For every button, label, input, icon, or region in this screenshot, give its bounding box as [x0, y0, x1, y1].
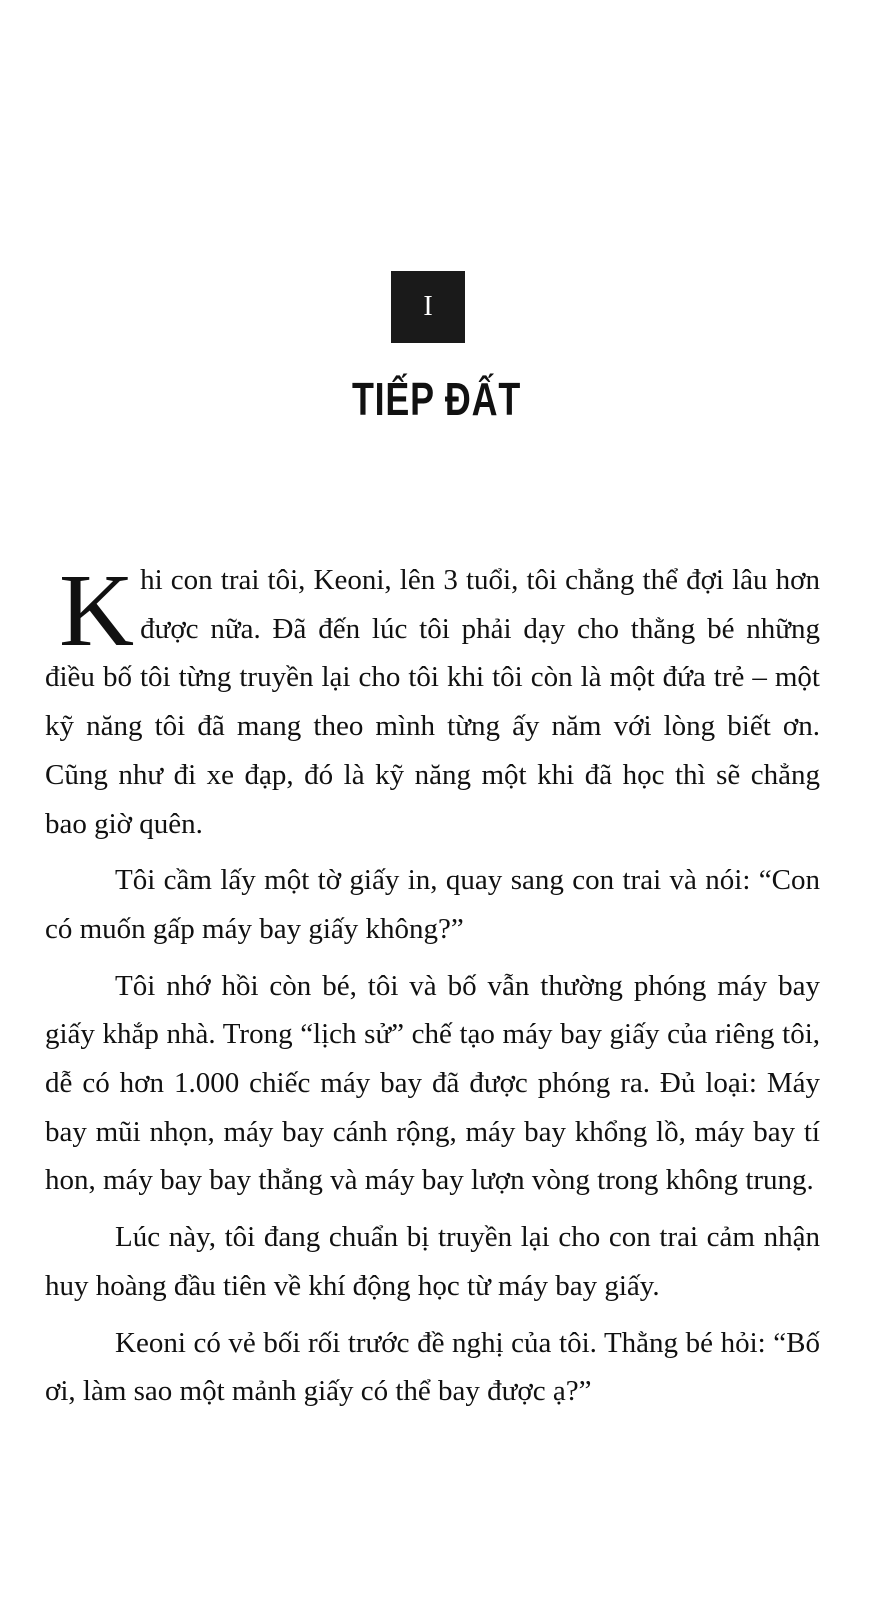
drop-cap: K: [59, 553, 135, 668]
chapter-number: I: [423, 291, 433, 322]
paragraph: Lúc này, tôi đang chuẩn bị truyền lại cho con trai cảm nhận huy hoàng đầu tiên về khí động học từ máy bay giấy.: [45, 1221, 820, 1302]
paragraph: [45, 553, 820, 848]
paragraph: Keoni có vẻ bối rối trước đề nghị của tôi. Thằng bé hỏi: “Bố ơi, làm sao một mảnh giấy có thể bay được ạ?”: [45, 1326, 820, 1408]
paragraph: Tôi cầm lấy một tờ giấy in, quay sang con trai và nói: “Con có muốn gấp máy bay giấy không?”: [45, 864, 820, 945]
paragraph-text: hi con trai tôi, Keoni, lên 3 tuổi, tôi chẳng thể đợi lâu hơn được nữa. Đã đến lúc tôi phải dạy cho thằng bé những điều bố tôi từng truyền lại cho tôi khi tôi còn là một đứa trẻ – một kỹ năng tôi đã mang theo mình từng ấy năm với lòng biết ơn. Cũng như đi xe đạp, đó là kỹ năng một khi đã học thì sẽ chẳng bao giờ quên.: [45, 564, 820, 840]
chapter-number-box: [391, 271, 465, 343]
paragraph: Tôi nhớ hồi còn bé, tôi và bố vẫn thường phóng máy bay giấy khắp nhà. Trong “lịch sử” chế tạo máy bay giấy của riêng tôi, dễ có hơn 1.000 chiếc máy bay đã được phóng ra. Đủ loại: Máy bay mũi nhọn, máy bay cánh rộng, máy bay khổng lồ, máy bay tí hon, máy bay bay thẳng và máy bay lượn vòng trong không trung.: [45, 969, 820, 1197]
body-text: [45, 553, 820, 1424]
chapter-title: TIẾP ĐẤT: [351, 373, 522, 425]
